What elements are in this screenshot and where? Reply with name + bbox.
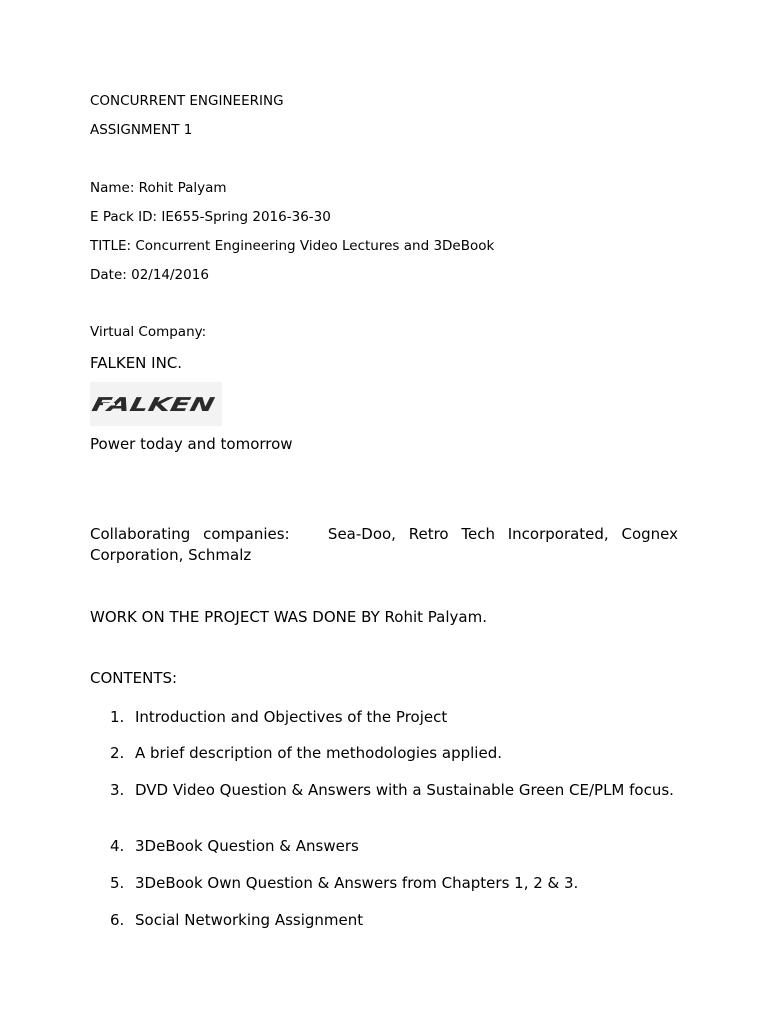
assignment-title: ASSIGNMENT 1 (90, 122, 193, 138)
collaborating-label: Collaborating companies: (90, 525, 290, 543)
work-credit-period: . (482, 608, 487, 626)
contents-item-number: 5. (110, 874, 125, 892)
contents-item-text: DVD Video Question & Answers with a Sustainable Green CE/PLM focus. (135, 781, 674, 799)
virtual-company-label: Virtual Company: (90, 324, 207, 340)
contents-item-text: Introduction and Objectives of the Project (135, 708, 448, 726)
contents-item-number: 1. (110, 708, 125, 726)
contents-item-number: 6. (110, 911, 125, 929)
contents-item-number: 4. (110, 837, 125, 855)
contents-heading: CONTENTS: (90, 669, 178, 687)
collaborating-list: Sea-Doo, Retro Tech Incorporated, Cognex Corporation, Schmalz (90, 525, 678, 564)
course-title: CONCURRENT ENGINEERING (90, 93, 284, 109)
contents-item-number: 3. (110, 781, 125, 799)
work-credit (90, 608, 487, 626)
contents-item-text: 3DeBook Own Question & Answers from Chapters 1, 2 & 3. (135, 874, 579, 892)
contents-item-text: A brief description of the methodologies applied. (135, 744, 502, 762)
document-title: TITLE: Concurrent Engineering Video Lectures and 3DeBook (90, 238, 495, 254)
logo-accent (103, 403, 115, 405)
company-tagline: Power today and tomorrow (90, 435, 293, 453)
logo-wordmark: FALKEN (90, 393, 176, 416)
epack-id: E Pack ID: IE655-Spring 2016-36-30 (90, 209, 331, 225)
document-date: Date: 02/14/2016 (90, 267, 209, 283)
work-credit-label: WORK ON THE PROJECT WAS DONE BY (90, 608, 380, 626)
contents-item-number: 2. (110, 744, 125, 762)
company-name: FALKEN INC. (90, 354, 183, 372)
falken-logo-graphic (90, 382, 222, 426)
contents-item-text: 3DeBook Question & Answers (135, 837, 359, 855)
student-name: Name: Rohit Palyam (90, 180, 227, 196)
collaborating-companies (90, 524, 678, 566)
falken-logo (90, 382, 222, 426)
contents-item-text: Social Networking Assignment (135, 911, 364, 929)
work-credit-author: Rohit Palyam (384, 608, 483, 626)
